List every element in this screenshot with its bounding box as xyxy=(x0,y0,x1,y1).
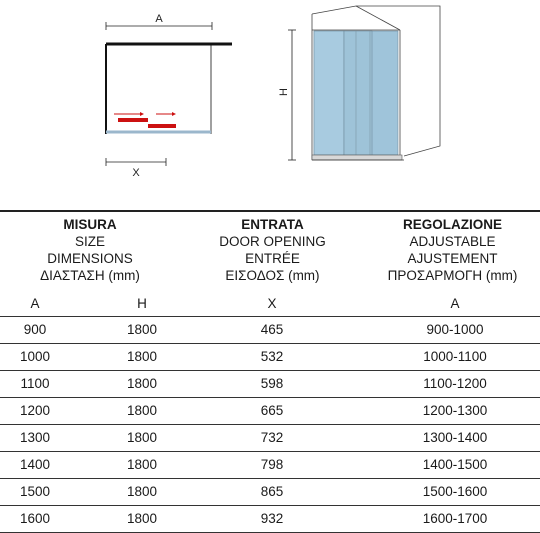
header-entrata-fr: ENTRÉE xyxy=(245,251,300,266)
plan-label-x: X xyxy=(132,167,140,179)
cell-size-a: 1500 xyxy=(19,484,51,499)
cell-size-a: 1400 xyxy=(19,457,51,472)
cell-opening: 798 xyxy=(260,457,284,472)
header-misura-gr: ΔΙΑΣΤΑΣΗ (mm) xyxy=(40,268,140,283)
cell-opening: 865 xyxy=(260,484,284,499)
header-entrata-gr: ΕΙΣΟΔΟΣ (mm) xyxy=(225,268,320,283)
subheader-adjust-a: A xyxy=(450,296,460,311)
cell-size-a: 1200 xyxy=(19,403,51,418)
header-regolazione-fr: AJUSTEMENT xyxy=(407,251,498,266)
cell-adjustment: 1400-1500 xyxy=(422,457,488,472)
subheader-x: X xyxy=(267,296,277,311)
subheader-h: H xyxy=(137,296,147,311)
header-regolazione-gr: ΠΡΟΣΑΡΜΟΓΗ (mm) xyxy=(387,268,518,283)
subheader-a: A xyxy=(30,296,40,311)
table-row xyxy=(0,343,540,370)
plan-view-diagram xyxy=(0,0,540,200)
elevation-label-h: H xyxy=(278,88,290,96)
cell-height: 1800 xyxy=(126,322,158,337)
cell-adjustment: 1600-1700 xyxy=(422,511,488,526)
diagrams-area xyxy=(0,0,540,200)
cell-size-a: 900 xyxy=(23,322,47,337)
header-regolazione xyxy=(365,216,540,284)
cell-opening: 532 xyxy=(260,349,284,364)
cell-adjustment: 1500-1600 xyxy=(422,484,488,499)
cell-size-a: 1600 xyxy=(19,511,51,526)
cell-opening: 465 xyxy=(260,322,284,337)
plan-label-a: A xyxy=(155,13,163,25)
header-misura-title: MISURA xyxy=(63,217,117,232)
table-row xyxy=(0,316,540,343)
cell-adjustment: 1200-1300 xyxy=(422,403,488,418)
header-regolazione-en: ADJUSTABLE xyxy=(409,234,496,249)
header-regolazione-title: REGOLAZIONE xyxy=(402,217,502,232)
cell-opening: 932 xyxy=(260,511,284,526)
cell-height: 1800 xyxy=(126,349,158,364)
header-entrata-title: ENTRATA xyxy=(241,217,304,232)
header-misura xyxy=(0,216,180,284)
table-body xyxy=(0,316,540,533)
header-entrata-en: DOOR OPENING xyxy=(219,234,326,249)
table-row xyxy=(0,424,540,451)
cell-size-a: 1000 xyxy=(19,349,51,364)
header-misura-en: SIZE xyxy=(74,234,105,249)
cell-opening: 665 xyxy=(260,403,284,418)
cell-adjustment: 900-1000 xyxy=(426,322,484,337)
cell-adjustment: 1000-1100 xyxy=(423,349,487,364)
cell-height: 1800 xyxy=(126,457,158,472)
cell-height: 1800 xyxy=(126,484,158,499)
table-row xyxy=(0,478,540,505)
table-row xyxy=(0,397,540,424)
header-misura-fr: DIMENSIONS xyxy=(47,251,133,266)
table-row xyxy=(0,451,540,478)
cell-height: 1800 xyxy=(126,376,158,391)
header-entrata xyxy=(180,216,365,284)
cell-height: 1800 xyxy=(126,430,158,445)
cell-height: 1800 xyxy=(126,403,158,418)
cell-height: 1800 xyxy=(126,511,158,526)
cell-size-a: 1300 xyxy=(19,430,51,445)
cell-adjustment: 1100-1200 xyxy=(423,376,487,391)
table-row xyxy=(0,370,540,397)
table-row xyxy=(0,505,540,532)
table-top-rule xyxy=(0,210,540,212)
cell-size-a: 1100 xyxy=(20,376,50,391)
cell-adjustment: 1300-1400 xyxy=(422,430,488,445)
cell-opening: 598 xyxy=(260,376,284,391)
cell-opening: 732 xyxy=(260,430,284,445)
